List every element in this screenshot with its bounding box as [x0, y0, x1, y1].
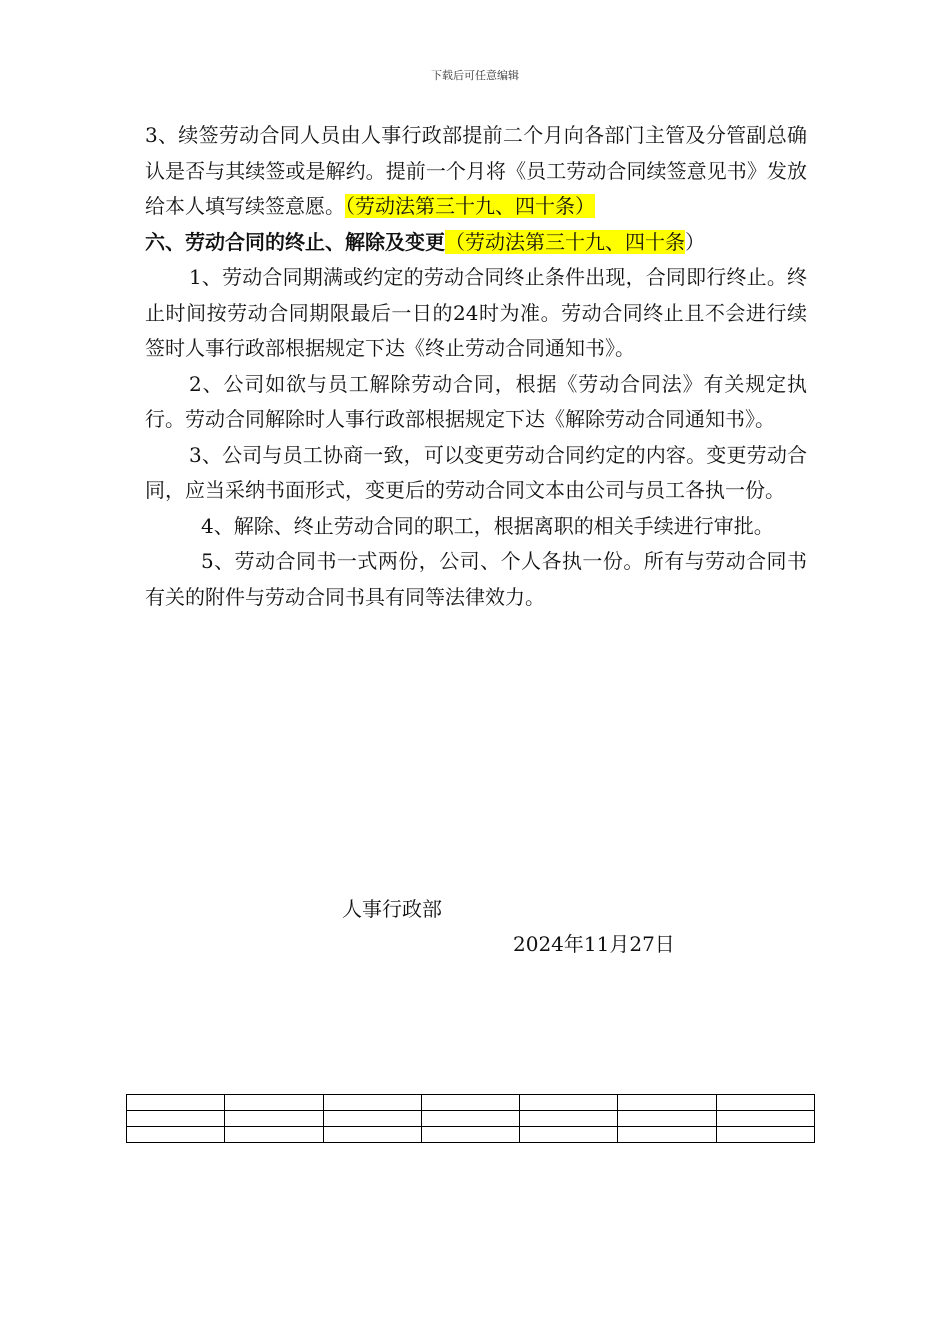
- table-cell: [716, 1111, 814, 1127]
- table-cell: [127, 1095, 225, 1111]
- table-cell: [618, 1111, 716, 1127]
- table-cell: [618, 1127, 716, 1143]
- table-cell: [323, 1095, 421, 1111]
- signature-department: 人事行政部: [342, 897, 442, 921]
- signature-date: 2024年11月27日: [513, 932, 675, 956]
- table-cell: [127, 1111, 225, 1127]
- table-cell: [225, 1095, 323, 1111]
- section-law-reference-highlight: （劳动法第三十九、四十条: [445, 229, 685, 254]
- table-cell: [520, 1095, 618, 1111]
- list-item-approval: 4、解除、终止劳动合同的职工，根据离职的相关手续进行审批。: [201, 513, 774, 538]
- list-item-copies: 5、劳动合同书一式两份，公司、个人各执一份。所有与劳动合同书有关的附件与劳动合同书具有同等法律效力。: [145, 549, 807, 609]
- table-cell: [520, 1111, 618, 1127]
- section-law-reference-close: ）: [685, 229, 705, 254]
- list-item-modification: 3、公司与员工协商一致，可以变更劳动合同约定的内容。变更劳动合同，应当采纳书面形式，变更后的劳动合同文本由公司与员工各执一份。: [145, 442, 807, 502]
- table-cell: [323, 1111, 421, 1127]
- table-cell: [225, 1127, 323, 1143]
- table-cell: [421, 1111, 519, 1127]
- page-header: 下载后可任意编辑: [431, 69, 519, 82]
- table-cell: [520, 1127, 618, 1143]
- paragraph-renewal-text: 3、续签劳动合同人员由人事行政部提前二个月向各部门主管及分管副总确认是否与其续签或是解约。提前一个月将《员工劳动合同续签意见书》发放给本人填写续签意愿。: [145, 123, 807, 218]
- table-cell: [225, 1111, 323, 1127]
- table-cell: [127, 1127, 225, 1143]
- list-item-dissolution: 2、公司如欲与员工解除劳动合同，根据《劳动合同法》有关规定执行。劳动合同解除时人事行政部根据规定下达《解除劳动合同通知书》。: [145, 371, 807, 431]
- table-row: [127, 1111, 815, 1127]
- list-item-termination: 1、劳动合同期满或约定的劳动合同终止条件出现，合同即行终止。终止时间按劳动合同期限最后一日的24时为准。劳动合同终止且不会进行续签时人事行政部根据规定下达《终止劳动合同通知书》。: [145, 265, 807, 360]
- section-title: 六、劳动合同的终止、解除及变更: [145, 229, 445, 254]
- empty-footer-table: [126, 1094, 815, 1143]
- table-cell: [323, 1127, 421, 1143]
- table-cell: [618, 1095, 716, 1111]
- table-cell: [716, 1095, 814, 1111]
- section-heading: [145, 225, 807, 261]
- table-row: [127, 1095, 815, 1111]
- table-row: [127, 1127, 815, 1143]
- document-body: [145, 118, 807, 615]
- table-cell: [421, 1095, 519, 1111]
- paragraph-renewal: [145, 118, 807, 225]
- law-reference-highlight: （劳动法第三十九、四十条）: [345, 194, 595, 218]
- table-cell: [716, 1127, 814, 1143]
- table-cell: [421, 1127, 519, 1143]
